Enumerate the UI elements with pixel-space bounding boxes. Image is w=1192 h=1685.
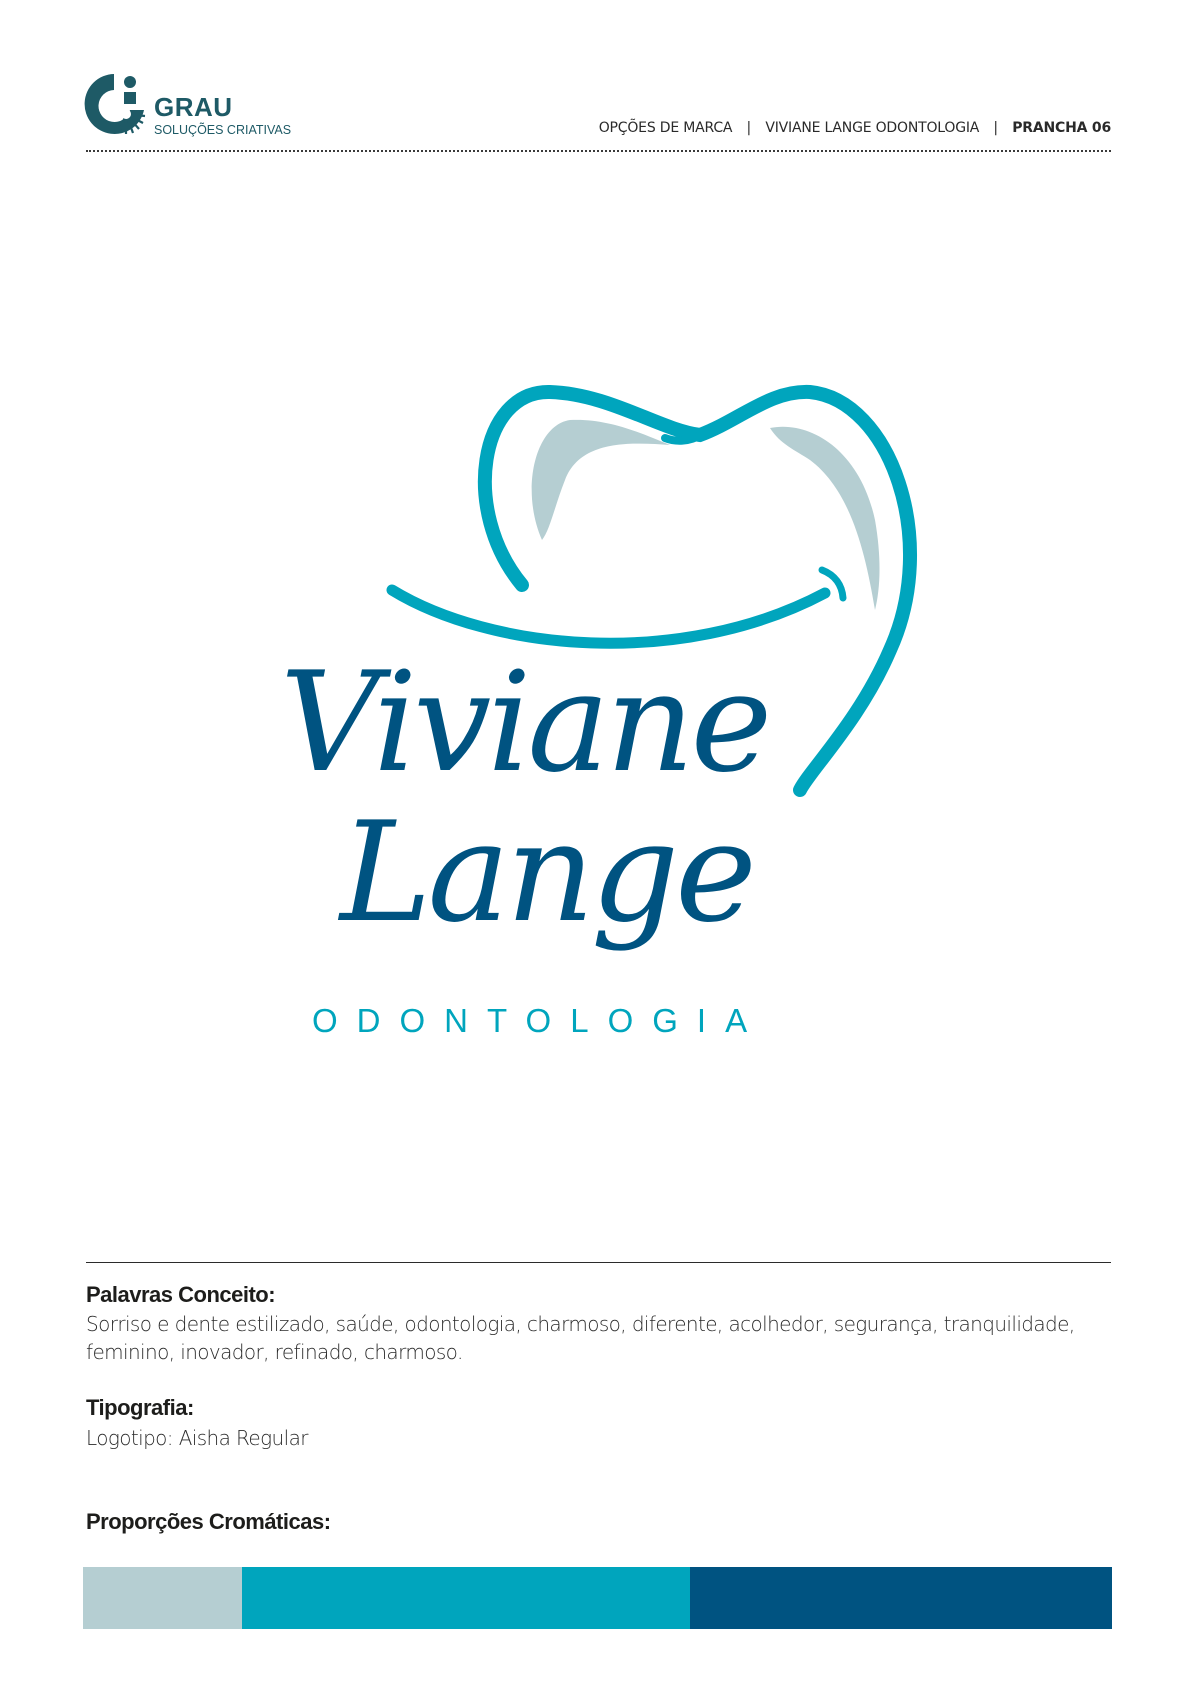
grau-logo [82,70,297,140]
breadcrumb-item-client: VIVIANE LANGE ODONTOLOGIA [765,120,980,136]
typography-heading: Tipografia: [86,1395,194,1420]
company-tagline: SOLUÇÕES CRIATIVAS [154,123,292,137]
color-segment-turquoise [242,1567,690,1629]
brand-mark [250,380,950,1060]
section-divider [86,1262,1111,1263]
breadcrumb-separator: | [746,120,752,136]
brand-name-line1: Viviane [280,642,769,803]
header-breadcrumb [599,120,1111,136]
breadcrumb-separator: | [993,120,998,136]
tooth-smile-icon [250,380,950,1060]
color-proportion-bar [83,1567,1112,1629]
color-segment-light-gray-blue [83,1567,242,1629]
concept-heading: Palavras Conceito: [86,1282,276,1307]
concept-text: Sorriso e dente estilizado, saúde, odontologia, charmoso, diferente, acolhedor, segurança, tranquilidade, feminino, inovador, refinado, charmoso. [86,1312,1075,1364]
company-name: GRAU [154,92,233,122]
brand-subtitle: ODONTOLOGIA [312,1002,767,1039]
breadcrumb-item-board: PRANCHA 06 [1012,120,1111,136]
brand-name-line2: Lange [340,792,753,953]
typography-text: Logotipo: Aisha Regular [86,1426,308,1450]
color-segment-navy [690,1567,1112,1629]
breadcrumb-item-brand-options: OPÇÕES DE MARCA [598,120,733,136]
header-divider [86,150,1111,152]
chroma-heading: Proporções Cromáticas: [86,1509,331,1534]
